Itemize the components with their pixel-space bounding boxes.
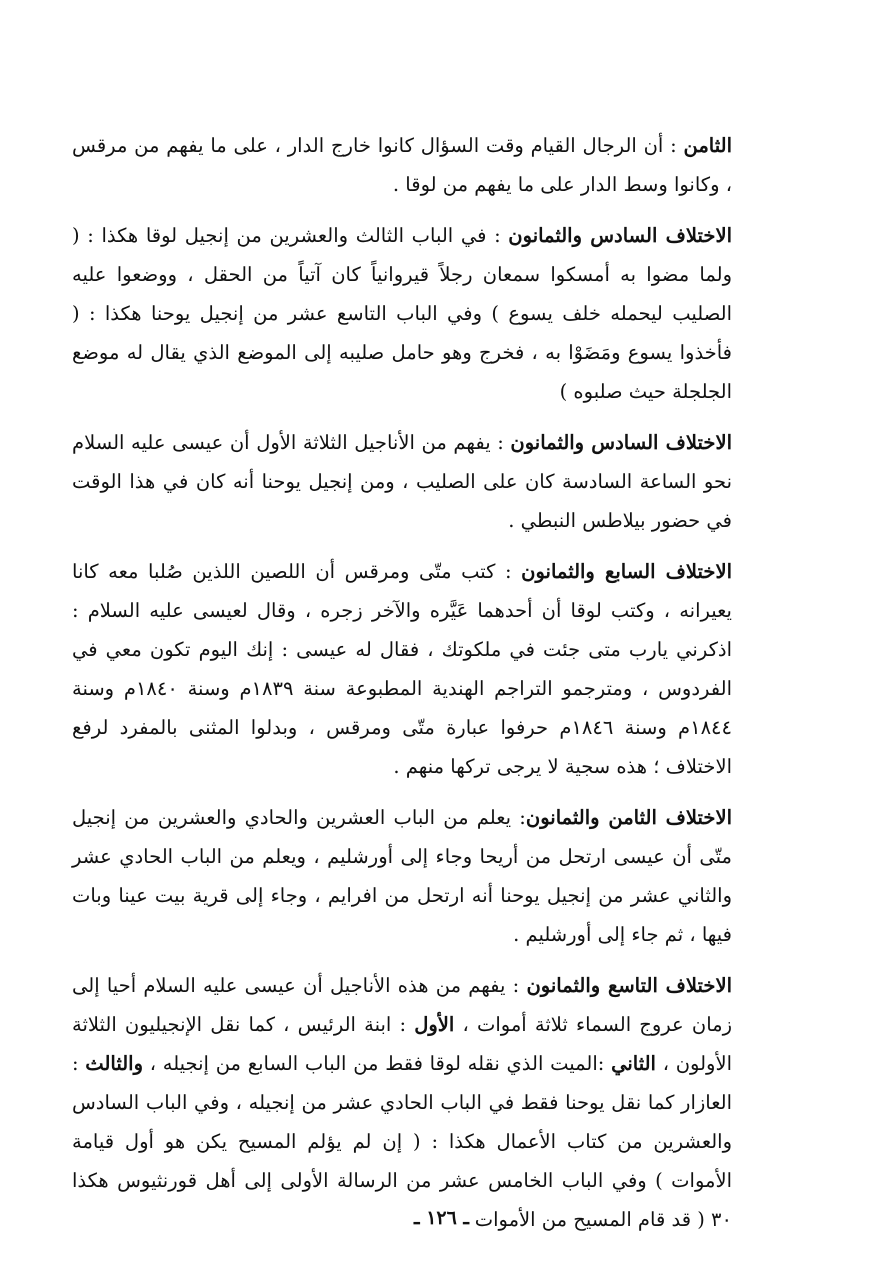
- paragraph-difference-89: [72, 966, 732, 1239]
- paragraph-difference-87: [72, 552, 732, 786]
- paragraph-difference-88: [72, 798, 732, 954]
- paragraph-heading: الاختلاف السادس والثمانون: [510, 431, 732, 454]
- paragraph-heading: الاختلاف الثامن والثمانون: [525, 806, 732, 829]
- paragraph-body: : في الباب الثالث والعشرين من إنجيل لوقا هكذا : ( ولما مضوا به أمسكوا سمعان رجلاً قيروانياً كان آتياً من الحقل ، ووضعوا عليه الصليب ليحمله خلف يسوع ) وفي الباب التاسع عشر من إنجيل يوحنا هكذا : ( فأخذوا يسوع ومَضَوْا به ، فخرج وهو حامل صليبه إلى الموضع الذي يقال له موضع الجلجلة حيث صلبوه ): [72, 224, 732, 403]
- paragraph-segment-bold: والثالث: [85, 1052, 143, 1075]
- paragraph-segment: : العازار كما نقل يوحنا فقط في الباب الحادي عشر من إنجيله ، وفي الباب السادس والعشرين من كتاب الأعمال هكذا : ( إن لم يؤلم المسيح يكن هو أول قيامة الأموات ) وفي الباب الخامس عشر من الرسالة الأولى إلى أهل قورنثيوس هكذا ٣٠ ( قد قام المسيح من الأموات: [72, 1052, 732, 1231]
- paragraph-heading: الاختلاف السابع والثمانون: [521, 560, 732, 583]
- paragraph-segment-bold: الثاني: [611, 1052, 656, 1075]
- paragraph-difference-86b: [72, 423, 732, 540]
- main-text: [72, 126, 732, 1251]
- paragraph-heading: الثامن: [683, 134, 732, 157]
- paragraph-difference-86a: [72, 216, 732, 411]
- paragraph-body: : يعلم من الباب العشرين والحادي والعشرين من إنجيل متّى أن عيسى ارتحل من أريحا وجاء إلى أورشليم ، ويعلم من الباب الحادي عشر والثاني عشر من إنجيل يوحنا أنه ارتحل من افرايم ، وجاء إلى قرية بيت عينا وبات فيها ، ثم جاء إلى أورشليم .: [72, 806, 732, 946]
- paragraph-eighth: [72, 126, 732, 204]
- paragraph-segment: : يفهم من هذه الأناجيل أن عيسى عليه السلام أحيا إلى زمان عروج السماء ثلاثة أموات ،: [72, 974, 732, 1036]
- page-number: ـ ١٢٦ ـ: [414, 1207, 469, 1229]
- paragraph-segment: : ابنة الرئيس ، كما نقل الإنجيليون الثلاثة الأولون ،: [72, 1013, 732, 1075]
- paragraph-body: : كتب متّى ومرقس أن اللصين اللذين صُلبا معه كانا يعيرانه ، وكتب لوقا أن أحدهما عَيَّره والآخر زجره ، وقال لعيسى عليه السلام : اذكرني يارب متى جئت في ملكوتك ، فقال له عيسى : إنك اليوم تكون معي في الفردوس ، ومترجمو التراجم الهندية المطبوعة سنة ١٨٣٩م وسنة ١٨٤٠م وسنة ١٨٤٤م وسنة ١٨٤٦م حرفوا عبارة متّى ومرقس ، وبدلوا المثنى بالمفرد لرفع الاختلاف ؛ هذه سجية لا يرجى تركها منهم .: [72, 560, 732, 778]
- paragraph-segment-bold: الأول: [414, 1013, 455, 1036]
- paragraph-body: : أن الرجال القيام وقت السؤال كانوا خارج الدار ، على ما يفهم من مرقس ، وكانوا وسط الدار على ما يفهم من لوقا .: [72, 134, 732, 196]
- paragraph-segment: :الميت الذي نقله لوقا فقط من الباب السابع من إنجيله ،: [143, 1052, 612, 1075]
- paragraph-heading: الاختلاف السادس والثمانون: [508, 224, 732, 247]
- paragraph-body: : يفهم من الأناجيل الثلاثة الأول أن عيسى عليه السلام نحو الساعة السادسة كان على الصليب ، ومن إنجيل يوحنا أنه كان في هذا الوقت في حضور بيلاطس النبطي .: [72, 431, 732, 532]
- paragraph-heading: الاختلاف التاسع والثمانون: [526, 974, 732, 997]
